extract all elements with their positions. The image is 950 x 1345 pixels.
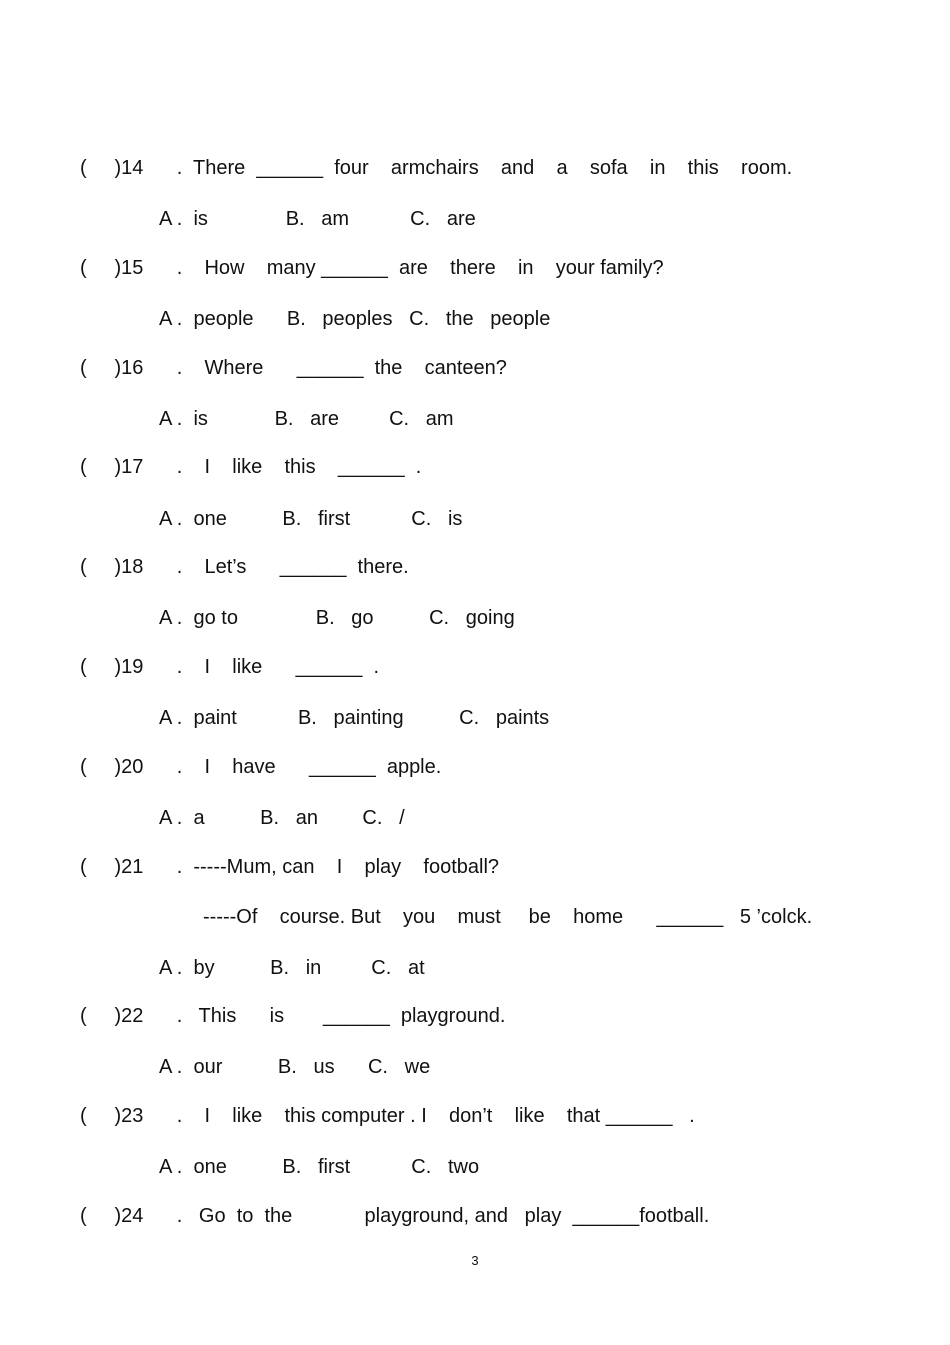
question-continuation: -----Of course. But you must be home ______ 5 ’colck. (203, 906, 813, 928)
question-stem: ( )18 . Let’s ______ there. (80, 556, 409, 578)
question-stem: ( )22 . This is ______ playground. (80, 1005, 506, 1027)
answer-options: A . paint B. painting C. paints (159, 707, 550, 729)
answer-options: A . one B. first C. two (159, 1156, 480, 1178)
question-stem: ( )14 . There ______ four armchairs and a sofa in this room. (80, 157, 793, 179)
page-number: 3 (471, 1253, 479, 1268)
answer-options: A . our B. us C. we (159, 1056, 431, 1078)
question-stem: ( )17 . I like this ______ . (80, 456, 422, 478)
question-stem: ( )23 . I like this computer . I don’t like that ______ . (80, 1105, 695, 1127)
question-stem: ( )21 . -----Mum, can I play football? (80, 856, 500, 878)
answer-options: A . by B. in C. at (159, 957, 425, 979)
question-stem: ( )20 . I have ______ apple. (80, 756, 442, 778)
answer-options: A . a B. an C. / (159, 807, 405, 829)
question-stem: ( )24 . Go to the playground, and play ______football. (80, 1205, 710, 1227)
question-stem: ( )19 . I like ______ . (80, 656, 380, 678)
question-stem: ( )16 . Where ______ the canteen? (80, 357, 507, 379)
answer-options: A . go to B. go C. going (159, 607, 515, 629)
answer-options: A . is B. are C. am (159, 408, 454, 430)
answer-options: A . people B. peoples C. the people (159, 308, 551, 330)
answer-options: A . one B. first C. is (159, 508, 463, 530)
question-stem: ( )15 . How many ______ are there in your family? (80, 257, 664, 279)
answer-options: A . is B. am C. are (159, 208, 476, 230)
